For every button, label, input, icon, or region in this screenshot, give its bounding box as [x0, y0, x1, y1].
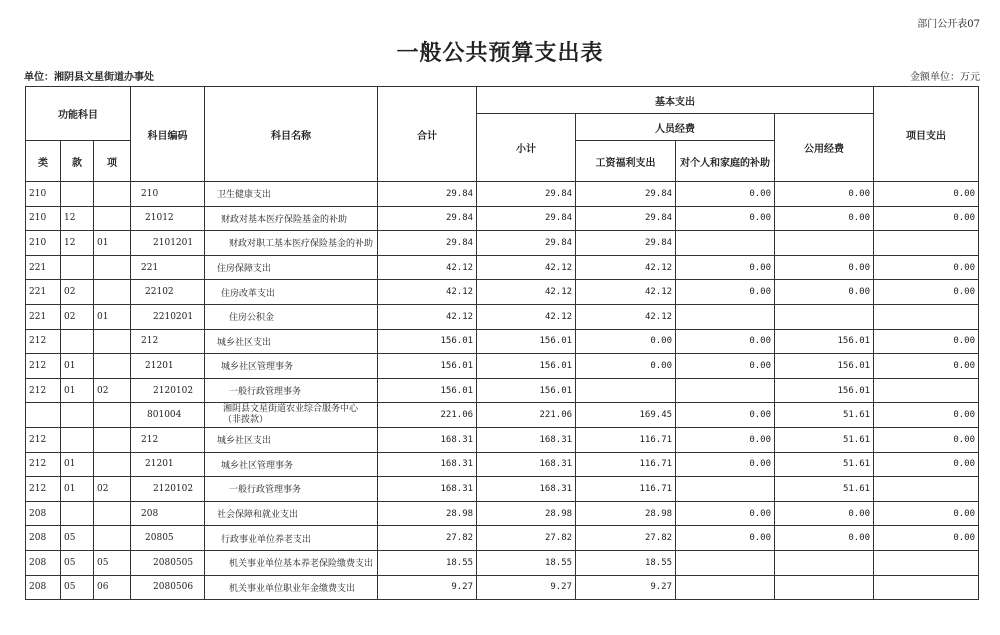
header-func-subject: 功能科目: [26, 87, 131, 141]
cell-subtotal: 156.01: [477, 378, 576, 403]
cell-kuan: 12: [61, 231, 94, 256]
cell-subject-code: 22102: [131, 280, 205, 305]
cell-lei: 208: [26, 550, 61, 575]
cell-subsidy: 0.00: [676, 354, 775, 379]
cell-wages: 29.84: [576, 206, 676, 231]
cell-public: 156.01: [775, 378, 874, 403]
cell-xiang: [94, 403, 131, 428]
cell-lei: 210: [26, 206, 61, 231]
cell-lei: 212: [26, 427, 61, 452]
unit-label: 单位：湘阴县文星街道办事处: [24, 72, 154, 83]
cell-subtotal: 27.82: [477, 526, 576, 551]
cell-kuan: 05: [61, 550, 94, 575]
cell-subsidy: 0.00: [676, 427, 775, 452]
cell-project: [874, 231, 979, 256]
cell-lei: 212: [26, 452, 61, 477]
header-project: 项目支出: [874, 87, 979, 182]
cell-total: 156.01: [378, 329, 477, 354]
cell-total: 156.01: [378, 378, 477, 403]
cell-subsidy: [676, 231, 775, 256]
cell-subsidy: 0.00: [676, 206, 775, 231]
cell-lei: 208: [26, 501, 61, 526]
table-row: [26, 452, 979, 477]
cell-kuan: 05: [61, 526, 94, 551]
cell-public: 156.01: [775, 329, 874, 354]
cell-total: 156.01: [378, 354, 477, 379]
cell-kuan: [61, 501, 94, 526]
cell-project: 0.00: [874, 452, 979, 477]
cell-subject-code: 210: [131, 182, 205, 207]
cell-public: [775, 231, 874, 256]
cell-xiang: 01: [94, 231, 131, 256]
cell-subsidy: [676, 477, 775, 502]
cell-public: 51.61: [775, 452, 874, 477]
cell-wages: 116.71: [576, 452, 676, 477]
cell-subsidy: 0.00: [676, 452, 775, 477]
cell-subject-code: 801004: [131, 403, 205, 428]
cell-total: 42.12: [378, 304, 477, 329]
table-row: [26, 231, 979, 256]
cell-lei: 208: [26, 526, 61, 551]
cell-subject-name: 城乡社区管理事务: [205, 354, 378, 379]
cell-subject-name: 财政对基本医疗保险基金的补助: [205, 206, 378, 231]
cell-subtotal: 18.55: [477, 550, 576, 575]
cell-xiang: [94, 280, 131, 305]
cell-xiang: [94, 501, 131, 526]
cell-subject-name: 一般行政管理事务: [205, 378, 378, 403]
cell-kuan: 12: [61, 206, 94, 231]
cell-xiang: [94, 427, 131, 452]
table-row: [26, 575, 979, 600]
cell-public: 0.00: [775, 255, 874, 280]
budget-table: [25, 86, 979, 600]
table-row: [26, 354, 979, 379]
cell-total: 168.31: [378, 452, 477, 477]
cell-subtotal: 156.01: [477, 354, 576, 379]
cell-subtotal: 168.31: [477, 477, 576, 502]
cell-kuan: 01: [61, 354, 94, 379]
cell-wages: 28.98: [576, 501, 676, 526]
cell-subsidy: 0.00: [676, 329, 775, 354]
cell-xiang: [94, 452, 131, 477]
cell-subsidy: [676, 304, 775, 329]
cell-kuan: 01: [61, 378, 94, 403]
cell-subject-code: 2080506: [131, 575, 205, 600]
cell-total: 29.84: [378, 206, 477, 231]
table-row: [26, 378, 979, 403]
header-kuan: 款: [61, 141, 94, 182]
cell-wages: 116.71: [576, 427, 676, 452]
cell-subject-name: 城乡社区支出: [205, 329, 378, 354]
cell-wages: 29.84: [576, 182, 676, 207]
cell-project: [874, 575, 979, 600]
cell-wages: 42.12: [576, 280, 676, 305]
cell-project: 0.00: [874, 526, 979, 551]
cell-subject-name: 城乡社区支出: [205, 427, 378, 452]
table-row: [26, 501, 979, 526]
cell-total: 42.12: [378, 280, 477, 305]
cell-total: 28.98: [378, 501, 477, 526]
cell-lei: 208: [26, 575, 61, 600]
cell-subsidy: [676, 378, 775, 403]
cell-total: 168.31: [378, 477, 477, 502]
cell-project: 0.00: [874, 329, 979, 354]
table-row: [26, 182, 979, 207]
cell-subject-name: 住房公积金: [205, 304, 378, 329]
cell-public: 0.00: [775, 280, 874, 305]
cell-subject-code: 2080505: [131, 550, 205, 575]
cell-subtotal: 42.12: [477, 255, 576, 280]
cell-project: 0.00: [874, 354, 979, 379]
cell-public: 0.00: [775, 501, 874, 526]
cell-total: 42.12: [378, 255, 477, 280]
cell-public: 156.01: [775, 354, 874, 379]
cell-wages: 0.00: [576, 354, 676, 379]
cell-xiang: [94, 329, 131, 354]
cell-subject-code: 21201: [131, 354, 205, 379]
cell-subject-name: 住房保障支出: [205, 255, 378, 280]
cell-wages: 18.55: [576, 550, 676, 575]
cell-public: [775, 304, 874, 329]
cell-xiang: [94, 182, 131, 207]
page-title: 一般公共预算支出表: [396, 40, 604, 66]
cell-subject-name: 湘阴县文星街道农业综合服务中心（非拨款）: [205, 403, 378, 428]
cell-total: 168.31: [378, 427, 477, 452]
cell-subtotal: 29.84: [477, 206, 576, 231]
cell-project: [874, 550, 979, 575]
cell-lei: 212: [26, 329, 61, 354]
cell-subtotal: 156.01: [477, 329, 576, 354]
cell-subject-code: 2120102: [131, 477, 205, 502]
cell-xiang: 02: [94, 378, 131, 403]
table-row: [26, 477, 979, 502]
header-subsidy: 对个人和家庭的补助: [676, 141, 775, 182]
cell-project: 0.00: [874, 501, 979, 526]
cell-subtotal: 29.84: [477, 182, 576, 207]
cell-subsidy: 0.00: [676, 255, 775, 280]
table-row: [26, 304, 979, 329]
cell-public: 51.61: [775, 477, 874, 502]
table-row: [26, 206, 979, 231]
cell-wages: 27.82: [576, 526, 676, 551]
cell-subject-code: 2101201: [131, 231, 205, 256]
cell-subsidy: 0.00: [676, 526, 775, 551]
cell-subtotal: 28.98: [477, 501, 576, 526]
cell-total: 9.27: [378, 575, 477, 600]
cell-subject-name: 城乡社区管理事务: [205, 452, 378, 477]
cell-xiang: 01: [94, 304, 131, 329]
cell-subject-name: 卫生健康支出: [205, 182, 378, 207]
cell-subtotal: 42.12: [477, 304, 576, 329]
cell-kuan: [61, 427, 94, 452]
cell-xiang: [94, 206, 131, 231]
cell-subtotal: 42.12: [477, 280, 576, 305]
cell-public: 51.61: [775, 427, 874, 452]
cell-lei: 221: [26, 255, 61, 280]
header-basic: 基本支出: [477, 87, 874, 114]
header-total: 合计: [378, 87, 477, 182]
cell-subsidy: [676, 550, 775, 575]
table-row: [26, 329, 979, 354]
cell-subsidy: 0.00: [676, 403, 775, 428]
cell-subsidy: [676, 575, 775, 600]
table-row: [26, 403, 979, 428]
cell-public: 0.00: [775, 182, 874, 207]
header-subtotal: 小计: [477, 114, 576, 182]
table-row: [26, 280, 979, 305]
cell-project: 0.00: [874, 255, 979, 280]
cell-lei: [26, 403, 61, 428]
cell-kuan: 05: [61, 575, 94, 600]
cell-wages: 29.84: [576, 231, 676, 256]
cell-lei: 221: [26, 304, 61, 329]
cell-lei: 212: [26, 354, 61, 379]
cell-lei: 221: [26, 280, 61, 305]
table-row: [26, 526, 979, 551]
cell-public: 51.61: [775, 403, 874, 428]
money-unit: 金额单位：万元: [910, 72, 980, 83]
cell-subsidy: 0.00: [676, 182, 775, 207]
cell-total: 221.06: [378, 403, 477, 428]
table-number: 部门公开表07: [917, 19, 980, 30]
header-subject-name: 科目名称: [205, 87, 378, 182]
cell-subject-code: 208: [131, 501, 205, 526]
cell-xiang: [94, 354, 131, 379]
cell-xiang: 02: [94, 477, 131, 502]
header-personnel: 人员经费: [576, 114, 775, 141]
cell-subject-name: 住房改革支出: [205, 280, 378, 305]
cell-subsidy: 0.00: [676, 280, 775, 305]
cell-subtotal: 221.06: [477, 403, 576, 428]
cell-kuan: [61, 403, 94, 428]
cell-wages: 0.00: [576, 329, 676, 354]
cell-subject-code: 212: [131, 427, 205, 452]
cell-kuan: [61, 182, 94, 207]
cell-project: 0.00: [874, 182, 979, 207]
cell-public: [775, 550, 874, 575]
cell-project: 0.00: [874, 206, 979, 231]
cell-total: 29.84: [378, 231, 477, 256]
cell-project: [874, 477, 979, 502]
cell-subject-code: 20805: [131, 526, 205, 551]
cell-subject-name: 社会保障和就业支出: [205, 501, 378, 526]
cell-subtotal: 168.31: [477, 452, 576, 477]
cell-wages: 42.12: [576, 304, 676, 329]
cell-project: [874, 304, 979, 329]
cell-kuan: 02: [61, 304, 94, 329]
table-body: [26, 182, 979, 600]
table-row: [26, 550, 979, 575]
cell-wages: [576, 378, 676, 403]
cell-total: 18.55: [378, 550, 477, 575]
cell-total: 27.82: [378, 526, 477, 551]
header-xiang: 项: [94, 141, 131, 182]
cell-subtotal: 168.31: [477, 427, 576, 452]
cell-project: [874, 378, 979, 403]
cell-lei: 210: [26, 182, 61, 207]
cell-kuan: 01: [61, 477, 94, 502]
cell-wages: 42.12: [576, 255, 676, 280]
cell-kuan: 01: [61, 452, 94, 477]
cell-lei: 210: [26, 231, 61, 256]
cell-xiang: 06: [94, 575, 131, 600]
cell-subject-name: 机关事业单位职业年金缴费支出: [205, 575, 378, 600]
cell-xiang: [94, 255, 131, 280]
cell-kuan: 02: [61, 280, 94, 305]
cell-project: 0.00: [874, 280, 979, 305]
cell-subject-name: 财政对职工基本医疗保险基金的补助: [205, 231, 378, 256]
cell-public: [775, 575, 874, 600]
header-lei: 类: [26, 141, 61, 182]
cell-subject-code: 2210201: [131, 304, 205, 329]
cell-wages: 9.27: [576, 575, 676, 600]
cell-subtotal: 9.27: [477, 575, 576, 600]
cell-subject-code: 2120102: [131, 378, 205, 403]
cell-project: 0.00: [874, 403, 979, 428]
table-row: [26, 255, 979, 280]
cell-xiang: [94, 526, 131, 551]
cell-kuan: [61, 255, 94, 280]
cell-xiang: 05: [94, 550, 131, 575]
cell-lei: 212: [26, 477, 61, 502]
cell-subsidy: 0.00: [676, 501, 775, 526]
cell-subject-code: 212: [131, 329, 205, 354]
cell-wages: 116.71: [576, 477, 676, 502]
cell-subject-code: 221: [131, 255, 205, 280]
cell-subject-code: 21012: [131, 206, 205, 231]
cell-kuan: [61, 329, 94, 354]
header-public: 公用经费: [775, 114, 874, 182]
table-row: [26, 427, 979, 452]
cell-total: 29.84: [378, 182, 477, 207]
cell-public: 0.00: [775, 206, 874, 231]
cell-subtotal: 29.84: [477, 231, 576, 256]
cell-subject-name: 一般行政管理事务: [205, 477, 378, 502]
cell-project: 0.00: [874, 427, 979, 452]
cell-public: 0.00: [775, 526, 874, 551]
cell-subject-name: 机关事业单位基本养老保险缴费支出: [205, 550, 378, 575]
cell-wages: 169.45: [576, 403, 676, 428]
cell-subject-code: 21201: [131, 452, 205, 477]
header-subject-code: 科目编码: [131, 87, 205, 182]
header-wages: 工资福利支出: [576, 141, 676, 182]
cell-lei: 212: [26, 378, 61, 403]
cell-subject-name: 行政事业单位养老支出: [205, 526, 378, 551]
